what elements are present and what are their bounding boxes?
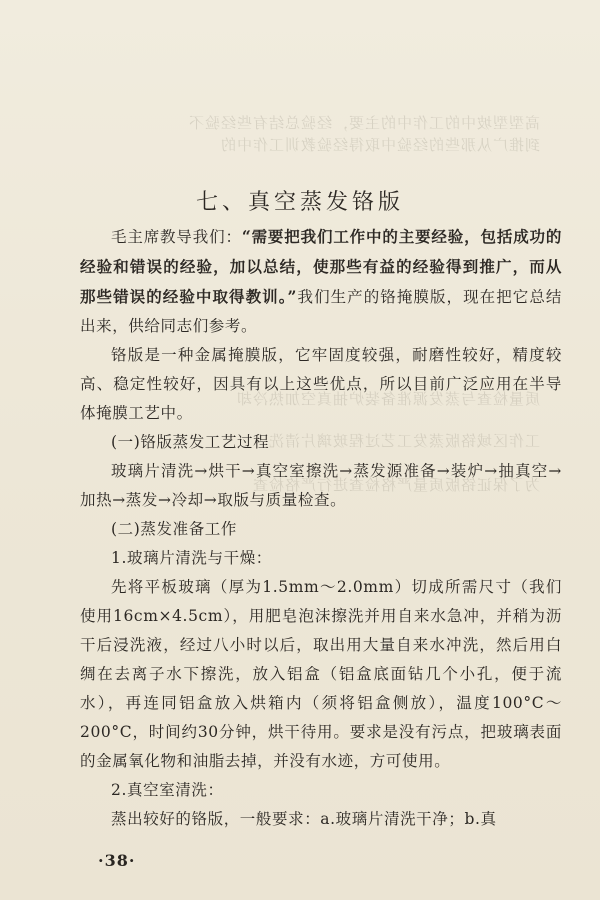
paragraph-vacuum-cleaning: 蒸出较好的铬版，一般要求：a.玻璃片清洗干净；b.真 bbox=[111, 810, 497, 828]
quote-text: “需要把我们工作中的主要经验，包括成功的经验和错误的经验，加以总结，使那些有益的经验得到推广，而从那些错误的经验中取得教训。” bbox=[80, 227, 562, 306]
bleed-through-text: 为了保证铬版质量严格检查进行严格检查 bbox=[251, 476, 540, 494]
heading-process: (一)铬版蒸发工艺过程 bbox=[111, 433, 270, 451]
page-number: ·38· bbox=[98, 851, 136, 870]
paragraph-intro: 铬版是一种金属掩膜版，它牢固度较强，耐磨性较好，精度较高、稳定性较好，因具有以上这些优点，所以目前广泛应用在半导体掩膜工艺中。 bbox=[80, 346, 562, 422]
bleed-through-text: 质量检查与蒸发源准备装炉抽真空加热冷却 bbox=[235, 390, 540, 408]
heading-vacuum-cleaning: 2.真空室清洗： bbox=[111, 781, 224, 799]
paragraph-quote bbox=[80, 222, 562, 341]
heading-preparation: (二)蒸发准备工作 bbox=[111, 520, 237, 538]
bleed-through-text: 高型型坡中的工作中的主要，经验总结有些经验不 bbox=[187, 114, 540, 132]
heading-glass-cleaning: 1.玻璃片清洗与干燥： bbox=[111, 549, 272, 567]
paragraph-process: 玻璃片清洗→烘干→真空室擦洗→蒸发源准备→装炉→抽真空→加热→蒸发→冷却→取版与质量检查。 bbox=[80, 462, 562, 509]
quote-tail: 我们生产的铬掩膜版，现在把它总结出来，供给同志们参考。 bbox=[80, 288, 562, 335]
body-text bbox=[80, 222, 562, 834]
quote-lead: 毛主席教导我们： bbox=[111, 228, 242, 246]
bleed-through-text: 到推广从那些的经验中取得经验教训工作中的 bbox=[219, 136, 540, 154]
section-title: 七、真空蒸发铬版 bbox=[195, 189, 404, 215]
paragraph-glass-cleaning: 先将平板玻璃（厚为1.5mm～2.0mm）切成所需尺寸（我们使用16cm×4.5cm），用肥皂泡沫擦洗并用自来水急冲，并稍为沥干后浸洗液，经过八小时以后，取出用大量自来水冲洗，然后用白绸在去离子水下擦洗，放入铝盒（铝盒底面钻几个小孔，便于流水），再连同铝盒放入烘箱内（须将铝盒侧放），温度100°C～200°C，时间约30分钟，烘干待用。要求是没有污点，把玻璃表面的金属氧化物和油脂去掉，并没有水迹，方可使用。 bbox=[80, 578, 562, 770]
bleed-through-text: 工作区域铬版蒸发工艺过程玻璃片清洗 bbox=[267, 432, 540, 450]
